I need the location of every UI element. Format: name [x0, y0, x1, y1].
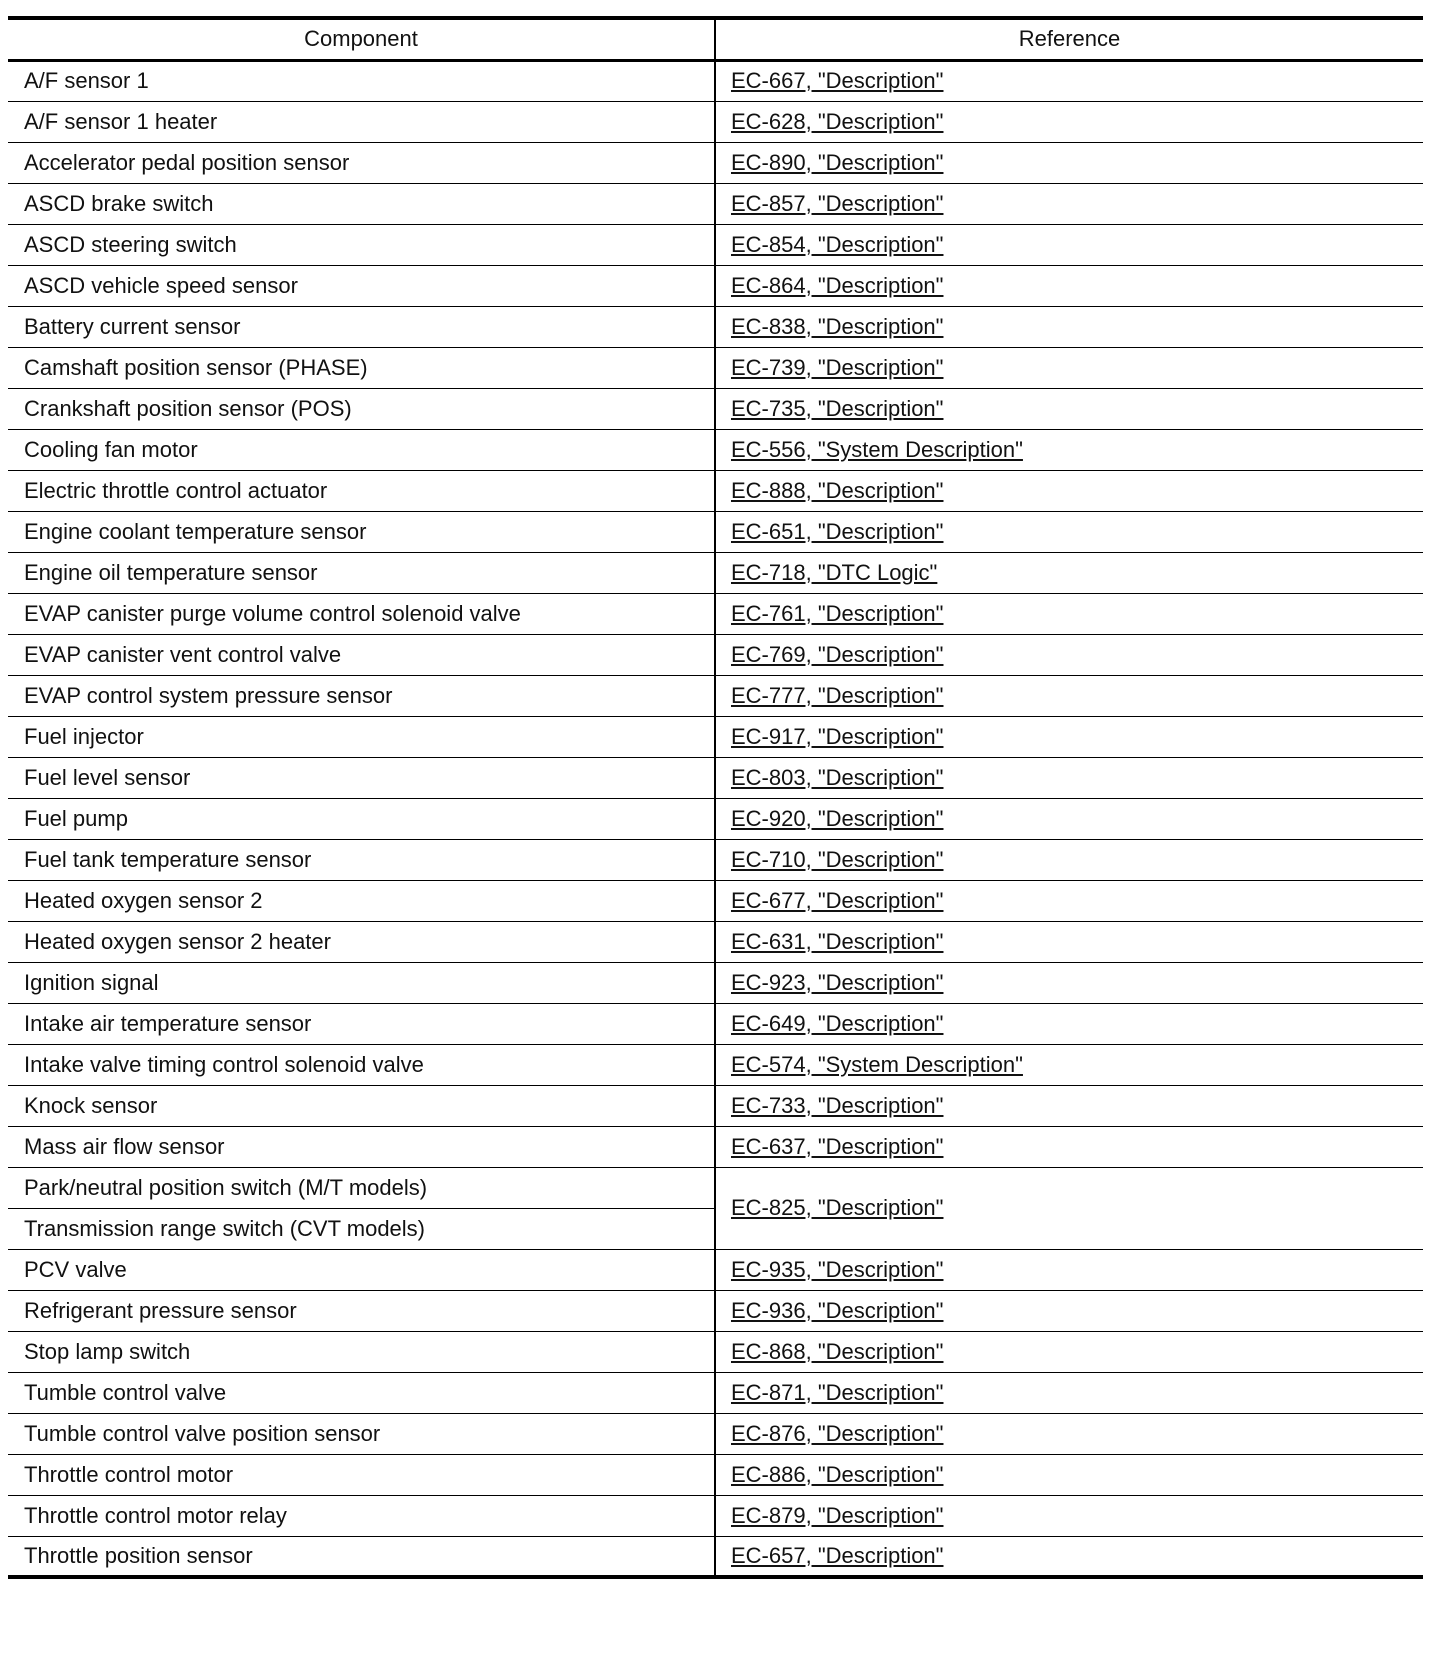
reference-link[interactable]: EC-920, "Description" [731, 805, 944, 831]
component-cell: ASCD vehicle speed sensor [8, 265, 715, 306]
reference-link[interactable]: EC-677, "Description" [731, 887, 944, 913]
table-row [8, 1454, 1423, 1495]
reference-cell [715, 470, 1423, 511]
component-cell: Fuel level sensor [8, 757, 715, 798]
component-cell: Engine coolant temperature sensor [8, 511, 715, 552]
component-cell: Fuel injector [8, 716, 715, 757]
reference-cell [715, 265, 1423, 306]
reference-link[interactable]: EC-651, "Description" [731, 518, 944, 544]
reference-cell [715, 634, 1423, 675]
reference-link[interactable]: EC-733, "Description" [731, 1092, 944, 1118]
table-row [8, 757, 1423, 798]
reference-link[interactable]: EC-574, "System Description" [731, 1051, 1023, 1077]
table-row [8, 962, 1423, 1003]
component-cell: ASCD brake switch [8, 183, 715, 224]
table-row [8, 1167, 1423, 1208]
table-row [8, 1536, 1423, 1577]
reference-link[interactable]: EC-886, "Description" [731, 1461, 944, 1487]
header-row [8, 18, 1423, 60]
reference-link[interactable]: EC-864, "Description" [731, 272, 944, 298]
component-cell: Heated oxygen sensor 2 heater [8, 921, 715, 962]
reference-link[interactable]: EC-769, "Description" [731, 641, 944, 667]
reference-link[interactable]: EC-888, "Description" [731, 477, 944, 503]
component-cell: Fuel tank temperature sensor [8, 839, 715, 880]
reference-link[interactable]: EC-761, "Description" [731, 600, 944, 626]
table-row [8, 1085, 1423, 1126]
reference-cell [715, 675, 1423, 716]
reference-link[interactable]: EC-923, "Description" [731, 969, 944, 995]
table-row [8, 839, 1423, 880]
reference-link[interactable]: EC-777, "Description" [731, 682, 944, 708]
table-row [8, 470, 1423, 511]
reference-link[interactable]: EC-936, "Description" [731, 1297, 944, 1323]
table-row [8, 675, 1423, 716]
reference-cell [715, 839, 1423, 880]
component-cell: Knock sensor [8, 1085, 715, 1126]
component-cell: Camshaft position sensor (PHASE) [8, 347, 715, 388]
reference-link[interactable]: EC-825, "Description" [731, 1195, 944, 1220]
reference-cell [715, 101, 1423, 142]
table-header [8, 18, 1423, 60]
component-cell: Refrigerant pressure sensor [8, 1290, 715, 1331]
table-row [8, 265, 1423, 306]
reference-cell [715, 921, 1423, 962]
table-row [8, 429, 1423, 470]
component-cell: EVAP control system pressure sensor [8, 675, 715, 716]
component-reference-table [8, 16, 1423, 1579]
component-cell: ASCD steering switch [8, 224, 715, 265]
component-cell: Throttle control motor relay [8, 1495, 715, 1536]
reference-cell [715, 1044, 1423, 1085]
reference-cell [715, 1372, 1423, 1413]
component-cell: Cooling fan motor [8, 429, 715, 470]
reference-cell [715, 511, 1423, 552]
reference-link[interactable]: EC-871, "Description" [731, 1379, 944, 1405]
table-row [8, 1331, 1423, 1372]
table-row [8, 552, 1423, 593]
component-cell: Throttle position sensor [24, 1542, 253, 1568]
reference-cell [715, 60, 1423, 101]
component-cell: Transmission range switch (CVT models) [8, 1208, 715, 1249]
component-cell: Engine oil temperature sensor [8, 552, 715, 593]
reference-cell [715, 1167, 1423, 1249]
reference-link[interactable]: EC-637, "Description" [731, 1133, 944, 1159]
component-cell: EVAP canister vent control valve [8, 634, 715, 675]
component-cell: Throttle control motor [8, 1454, 715, 1495]
reference-cell [715, 1290, 1423, 1331]
reference-cell [715, 1536, 1423, 1577]
reference-cell [715, 593, 1423, 634]
table-row [8, 347, 1423, 388]
reference-link[interactable]: EC-631, "Description" [731, 928, 944, 954]
column-header-component: Component [8, 18, 715, 60]
reference-link[interactable]: EC-879, "Description" [731, 1502, 944, 1528]
table-row [8, 798, 1423, 839]
reference-link[interactable]: EC-890, "Description" [731, 149, 944, 175]
reference-link[interactable]: EC-667, "Description" [731, 68, 944, 93]
reference-cell [715, 224, 1423, 265]
component-cell: Tumble control valve position sensor [8, 1413, 715, 1454]
reference-cell [715, 1331, 1423, 1372]
reference-cell [715, 1003, 1423, 1044]
reference-cell [715, 1454, 1423, 1495]
table-row [8, 142, 1423, 183]
table-row [8, 1003, 1423, 1044]
reference-cell [715, 552, 1423, 593]
component-cell: Intake air temperature sensor [8, 1003, 715, 1044]
table-row [8, 306, 1423, 347]
component-cell: Heated oxygen sensor 2 [8, 880, 715, 921]
reference-link[interactable]: EC-935, "Description" [731, 1256, 944, 1282]
reference-cell [715, 306, 1423, 347]
reference-cell [715, 880, 1423, 921]
reference-cell [715, 1413, 1423, 1454]
component-cell: PCV valve [8, 1249, 715, 1290]
reference-link[interactable]: EC-838, "Description" [731, 313, 944, 339]
reference-cell [715, 429, 1423, 470]
component-cell: Crankshaft position sensor (POS) [8, 388, 715, 429]
reference-cell [715, 716, 1423, 757]
reference-cell [715, 1126, 1423, 1167]
reference-cell [715, 142, 1423, 183]
table-row [8, 511, 1423, 552]
reference-cell [715, 962, 1423, 1003]
table-row [8, 1372, 1423, 1413]
table-row [8, 183, 1423, 224]
table-row [8, 60, 1423, 101]
component-cell: A/F sensor 1 heater [8, 101, 715, 142]
component-cell: EVAP canister purge volume control solenoid valve [8, 593, 715, 634]
reference-cell [715, 757, 1423, 798]
component-cell: A/F sensor 1 [8, 60, 715, 101]
component-cell: Battery current sensor [8, 306, 715, 347]
reference-link[interactable]: EC-917, "Description" [731, 723, 944, 749]
table-row [8, 1249, 1423, 1290]
reference-link[interactable]: EC-739, "Description" [731, 354, 944, 380]
table-row [8, 101, 1423, 142]
reference-link[interactable]: EC-628, "Description" [731, 108, 944, 134]
reference-link[interactable]: EC-556, "System Description" [731, 436, 1023, 462]
table-row [8, 1413, 1423, 1454]
reference-cell [715, 798, 1423, 839]
reference-link[interactable]: EC-710, "Description" [731, 846, 944, 872]
table-row [8, 921, 1423, 962]
reference-cell [715, 1249, 1423, 1290]
reference-link[interactable]: EC-857, "Description" [731, 190, 944, 216]
reference-link[interactable]: EC-876, "Description" [731, 1420, 944, 1446]
reference-link[interactable]: EC-649, "Description" [731, 1010, 944, 1036]
component-cell: Park/neutral position switch (M/T models) [8, 1167, 715, 1208]
reference-cell [715, 1495, 1423, 1536]
reference-cell [715, 347, 1423, 388]
component-cell: Intake valve timing control solenoid valve [8, 1044, 715, 1085]
component-cell: Accelerator pedal position sensor [8, 142, 715, 183]
component-cell: Mass air flow sensor [8, 1126, 715, 1167]
table-row [8, 1044, 1423, 1085]
table-row [8, 1126, 1423, 1167]
table-row [8, 1290, 1423, 1331]
reference-cell [715, 388, 1423, 429]
component-cell: Ignition signal [8, 962, 715, 1003]
table-row [8, 880, 1423, 921]
reference-link[interactable]: EC-803, "Description" [731, 764, 944, 790]
reference-link[interactable]: EC-735, "Description" [731, 395, 944, 421]
component-cell: Electric throttle control actuator [8, 470, 715, 511]
table-body [8, 60, 1423, 1577]
table-row [8, 634, 1423, 675]
table-row [8, 388, 1423, 429]
component-cell: Tumble control valve [8, 1372, 715, 1413]
table-row [8, 224, 1423, 265]
column-header-reference: Reference [715, 18, 1423, 60]
table-row [8, 1495, 1423, 1536]
reference-cell [715, 1085, 1423, 1126]
table-row [8, 593, 1423, 634]
reference-cell [715, 183, 1423, 224]
table-row [8, 716, 1423, 757]
reference-link[interactable]: EC-657, "Description" [731, 1542, 944, 1568]
component-cell: Fuel pump [8, 798, 715, 839]
reference-link[interactable]: EC-854, "Description" [731, 231, 944, 257]
reference-link[interactable]: EC-868, "Description" [731, 1338, 944, 1364]
reference-link[interactable]: EC-718, "DTC Logic" [731, 559, 938, 585]
component-cell: Stop lamp switch [8, 1331, 715, 1372]
